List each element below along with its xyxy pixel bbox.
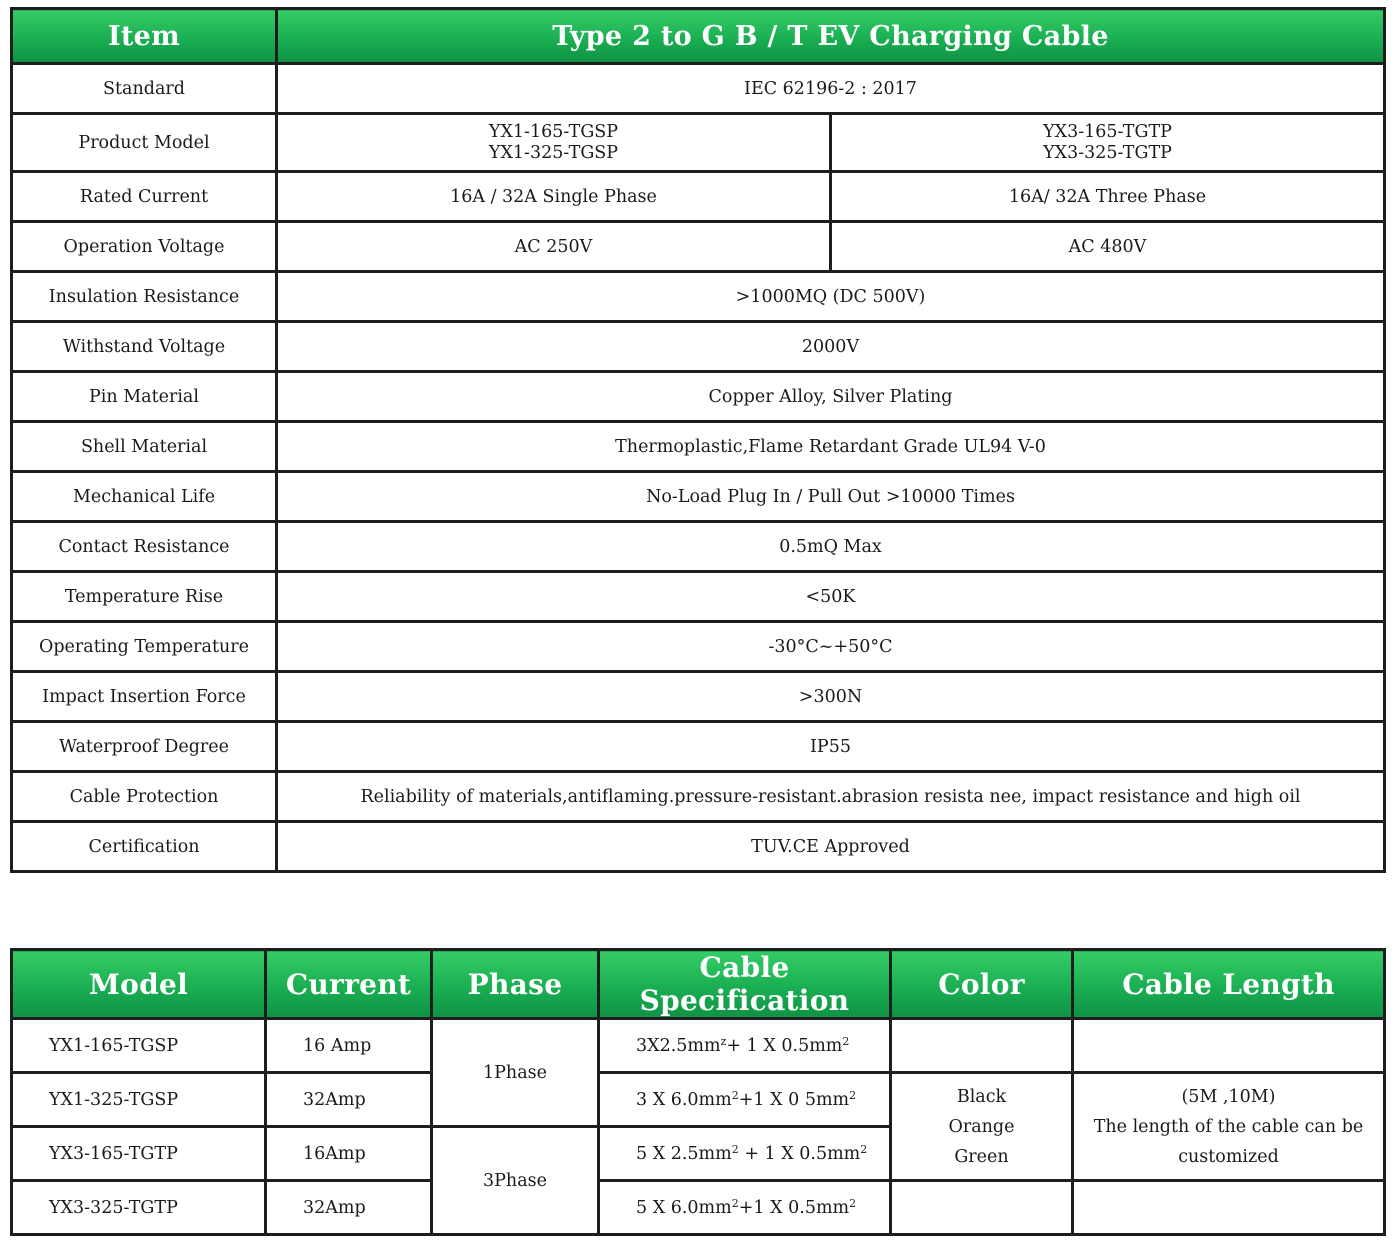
spec-part: 5 X 2.5mm xyxy=(636,1144,732,1164)
row-value: Thermoplastic,Flame Retardant Grade UL94 V-0 xyxy=(277,422,1385,472)
single-phase-value: AC 250V xyxy=(277,222,831,272)
cable-spec-cell xyxy=(599,1181,891,1235)
operation-voltage-row xyxy=(12,222,1385,272)
row-label: Shell Material xyxy=(12,422,277,472)
spec-row xyxy=(12,522,1385,572)
color-header: Color xyxy=(891,950,1073,1019)
row-label: Cable Protection xyxy=(12,772,277,822)
row-label: Standard xyxy=(12,64,277,114)
table-row xyxy=(12,1073,1385,1127)
row-value: -30°C~+50°C xyxy=(277,622,1385,672)
cable-spec-header: Cable Specification xyxy=(599,950,891,1019)
model-cell: YX1-165-TGSP xyxy=(12,1019,266,1073)
cable-title-header: Type 2 to G B / T EV Charging Cable xyxy=(277,9,1385,64)
current-cell: 32Amp xyxy=(266,1181,432,1235)
spec-superscript: 2 xyxy=(842,1035,850,1048)
phase-cell: 3Phase xyxy=(432,1127,599,1235)
spec-superscript: 2 xyxy=(849,1197,857,1210)
model-cell: YX3-325-TGTP xyxy=(12,1181,266,1235)
cable-length-header: Cable Length xyxy=(1073,950,1385,1019)
current-header: Current xyxy=(266,950,432,1019)
row-label: Temperature Rise xyxy=(12,572,277,622)
length-note: customized xyxy=(1178,1146,1279,1167)
row-value: Reliability of materials,antiflaming.pressure-resistant.abrasion resista nee, impact resistance and high oil xyxy=(277,772,1385,822)
row-value: No-Load Plug In / Pull Out >10000 Times xyxy=(277,472,1385,522)
table-row xyxy=(12,1181,1385,1235)
product-model-row xyxy=(12,114,1385,172)
row-label: Operating Temperature xyxy=(12,622,277,672)
spec-part: 3 X 6.0mm xyxy=(636,1090,732,1110)
row-label: Operation Voltage xyxy=(12,222,277,272)
spec-superscript: 2 xyxy=(731,1089,739,1102)
spec-superscript: 2 xyxy=(849,1089,857,1102)
model-table xyxy=(10,948,1386,1236)
model-name: YX3-165-TGTP xyxy=(1043,121,1172,142)
row-label: Mechanical Life xyxy=(12,472,277,522)
spec-part: + 1 X 0.5mm xyxy=(738,1144,861,1164)
spec-part: 3X2.5mm xyxy=(636,1036,721,1056)
spec-row xyxy=(12,322,1385,372)
color-cell-empty xyxy=(891,1019,1073,1073)
row-value: 2000V xyxy=(277,322,1385,372)
spec-superscript: 2 xyxy=(731,1143,739,1156)
row-value: Copper Alloy, Silver Plating xyxy=(277,372,1385,422)
cable-length-cell xyxy=(1073,1073,1385,1181)
spec-row xyxy=(12,822,1385,872)
spec-part: +1 X 0.5mm xyxy=(738,1198,850,1218)
spec-row xyxy=(12,372,1385,422)
table-row xyxy=(12,1019,1385,1073)
length-cell-empty xyxy=(1073,1181,1385,1235)
item-header: Item xyxy=(12,9,277,64)
spec-row xyxy=(12,672,1385,722)
model-cell: YX3-165-TGTP xyxy=(12,1127,266,1181)
spec-row xyxy=(12,622,1385,672)
length-options: (5M ,10M) xyxy=(1181,1086,1276,1107)
spec-row xyxy=(12,722,1385,772)
model-name: YX3-325-TGTP xyxy=(1043,142,1172,163)
row-value: 0.5mQ Max xyxy=(277,522,1385,572)
color-cell-empty xyxy=(891,1181,1073,1235)
row-label: Waterproof Degree xyxy=(12,722,277,772)
phase-header: Phase xyxy=(432,950,599,1019)
model-header-row xyxy=(12,950,1385,1019)
spec-part: +1 X 0 5mm xyxy=(738,1090,850,1110)
model-header: Model xyxy=(12,950,266,1019)
row-value: IEC 62196-2 : 2017 xyxy=(277,64,1385,114)
row-label: Withstand Voltage xyxy=(12,322,277,372)
spec-superscript: z xyxy=(720,1035,727,1048)
spec-part: + 1 X 0.5mm xyxy=(726,1036,843,1056)
row-label: Contact Resistance xyxy=(12,522,277,572)
phase-cell: 1Phase xyxy=(432,1019,599,1127)
three-phase-models xyxy=(831,114,1385,172)
cable-spec-cell xyxy=(599,1073,891,1127)
model-name: YX1-325-TGSP xyxy=(488,142,619,163)
spec-row xyxy=(12,422,1385,472)
color-option: Black xyxy=(956,1086,1007,1107)
spec-header-row xyxy=(12,9,1385,64)
row-value: <50K xyxy=(277,572,1385,622)
row-label: Insulation Resistance xyxy=(12,272,277,322)
cable-spec-cell xyxy=(599,1019,891,1073)
spec-superscript: 2 xyxy=(731,1197,739,1210)
spec-row xyxy=(12,772,1385,822)
row-value: >1000MQ (DC 500V) xyxy=(277,272,1385,322)
current-cell: 32Amp xyxy=(266,1073,432,1127)
row-label: Product Model xyxy=(12,114,277,172)
spec-row xyxy=(12,272,1385,322)
spec-row xyxy=(12,472,1385,522)
model-cell: YX1-325-TGSP xyxy=(12,1073,266,1127)
single-phase-value: 16A / 32A Single Phase xyxy=(277,172,831,222)
color-option: Orange xyxy=(948,1116,1015,1137)
spec-table xyxy=(10,7,1386,873)
row-label: Pin Material xyxy=(12,372,277,422)
spec-superscript: 2 xyxy=(860,1143,868,1156)
three-phase-value: AC 480V xyxy=(831,222,1385,272)
row-value: >300N xyxy=(277,672,1385,722)
row-value: TUV.CE Approved xyxy=(277,822,1385,872)
color-option: Green xyxy=(954,1146,1009,1167)
cable-spec-cell xyxy=(599,1127,891,1181)
spec-part: 5 X 6.0mm xyxy=(636,1198,732,1218)
current-cell: 16Amp xyxy=(266,1127,432,1181)
rated-current-row xyxy=(12,172,1385,222)
length-cell-empty xyxy=(1073,1019,1385,1073)
row-value: IP55 xyxy=(277,722,1385,772)
three-phase-value: 16A/ 32A Three Phase xyxy=(831,172,1385,222)
model-name: YX1-165-TGSP xyxy=(488,121,619,142)
current-cell: 16 Amp xyxy=(266,1019,432,1073)
row-label: Certification xyxy=(12,822,277,872)
standard-row xyxy=(12,64,1385,114)
row-label: Impact Insertion Force xyxy=(12,672,277,722)
spec-row xyxy=(12,572,1385,622)
color-cell xyxy=(891,1073,1073,1181)
single-phase-models xyxy=(277,114,831,172)
length-note: The length of the cable can be xyxy=(1093,1116,1364,1137)
row-label: Rated Current xyxy=(12,172,277,222)
